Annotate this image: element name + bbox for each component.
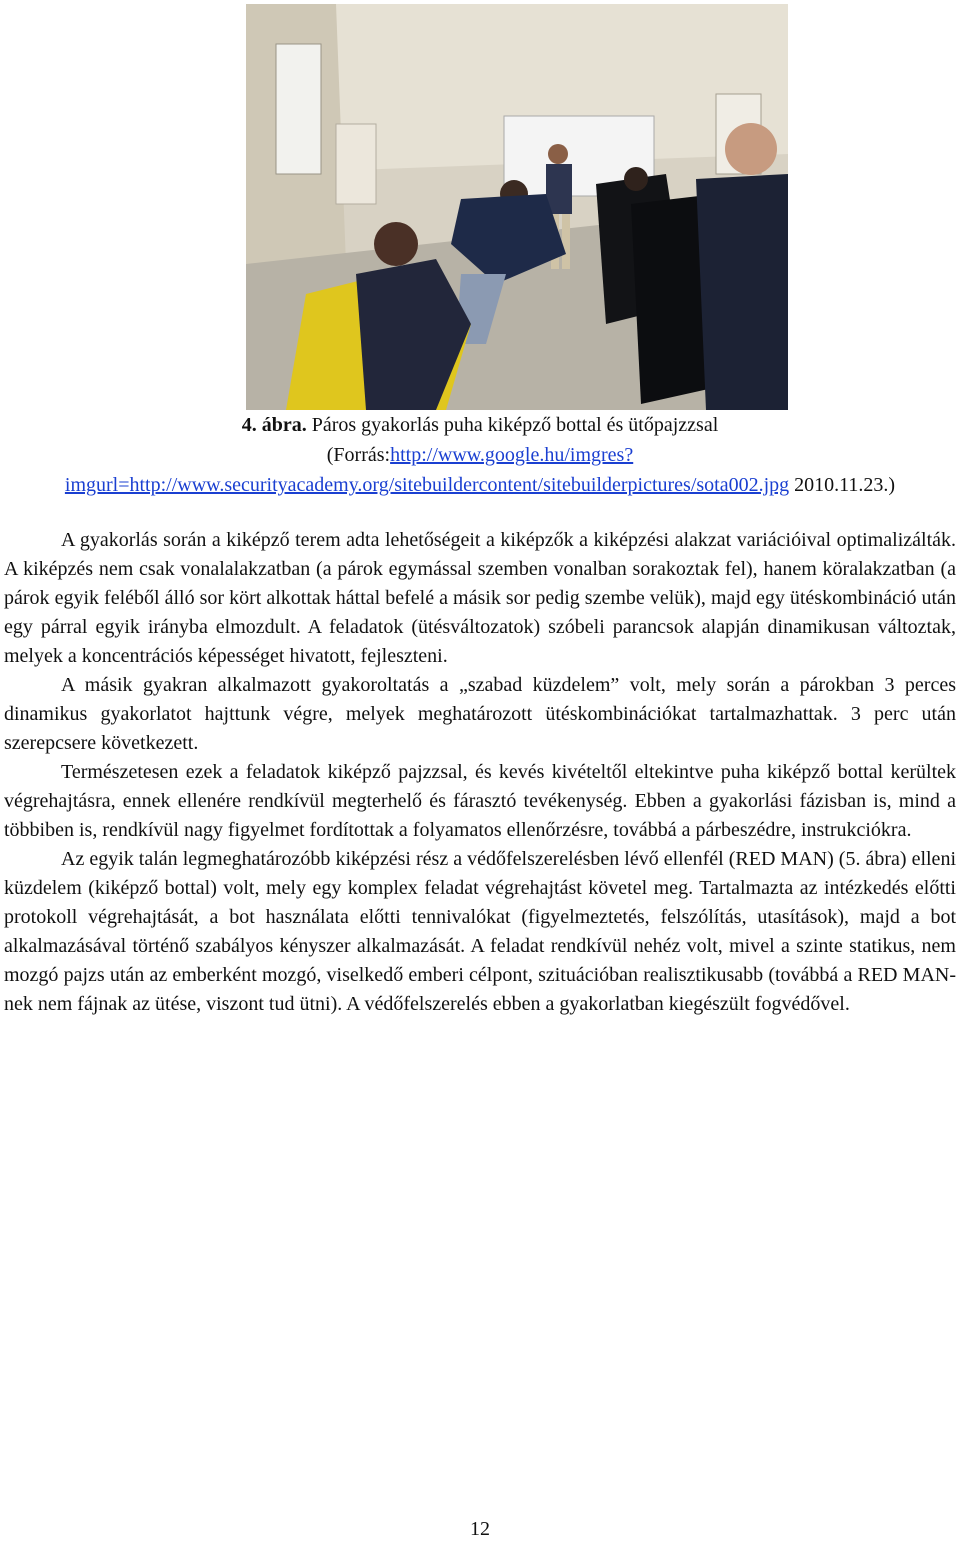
training-photo [246,4,788,410]
body-text [4,526,956,1019]
source-prefix: (Forrás: [326,444,391,466]
figure-label: 4. ábra. [241,414,307,436]
source-suffix: 2010.11.23.) [789,474,896,496]
paragraph: Az egyik talán legmeghatározóbb kiképzési rész a védőfelszerelésben lévő ellenfél (RED MAN) (5. ábra) elleni küzdelem (kiképző bottal) volt, mely egy komplex feladat végrehajtást követel meg. Tartalmazta az intézkedés előtti protokoll végrehajtását, a bot használata előtti tennivalókat (figyelmeztetés, felszólítás, utasítások), majd a bot alkalmazásával történő szabályos kényszer alkalmazását. A feladat rendkívül nehéz volt, mivel a szinte statikus, nem mozgó pajzs után az emberként mozgó, viselkedő emberi célpont, szituációban realisztikusabb (továbbá a RED MAN-nek nem fájnak az ütése, viszont tud ütni). A védőfelszerelés ebben a gyakorlatban kiegészült fogvédővel. [4,848,956,1015]
caption-source [4,440,956,500]
figure-title: Páros gyakorlás puha kiképző bottal és ütőpajzzsal [306,414,719,436]
caption-title-line [4,410,956,440]
paragraph: A másik gyakran alkalmazott gyakoroltatás a „szabad küzdelem” volt, mely során a párokban 3 perces dinamikus gyakorlatot hajttunk végre, melyek meghatározott ütéskombinációkat tartalmazhattak. 3 perc után szerepcsere következett. [4,674,956,754]
training-photo-icon [246,4,788,410]
figure-caption [4,410,956,500]
paragraph: A gyakorlás során a kiképző terem adta lehetőségeit a kiképzők a kiképzési alakzat variációival optimalizálták. A kiképzés nem csak vonalalakzatban (a párok egymással szemben vonalban sorakoztak fel), hanem köralakzatban (a párok egyik feléből álló sor kört alkottak háttal befelé a másik sor pedig szembe velük), majd egy ütéskombináció után egy párral egyik irányba elmozdult. A feladatok (ütésváltozatok) szóbeli parancsok alapján dinamikusan változtak, melyek a koncentrációs képességet hivatott, fejleszteni. [4,529,956,667]
source-link[interactable]: http://www.google.hu/imgres?imgurl=http://www.securityacademy.org/sitebuildercontent/sitebuilderpictures/sota002.jpg [64,444,790,496]
page-number: 12 [470,1518,490,1540]
paragraph: Természetesen ezek a feladatok kiképző pajzzsal, és kevés kivételtől eltekintve puha kiképző bottal kerültek végrehajtásra, ennek ellenére rendkívül megterhelő és fárasztó tevékenység. Ebben a gyakorlási fázisban is, mind a többiben is, rendkívül nagy figyelmet fordítottak a folyamatos ellenőrzésre, továbbá a párbeszédre, instrukciókra. [4,761,956,841]
